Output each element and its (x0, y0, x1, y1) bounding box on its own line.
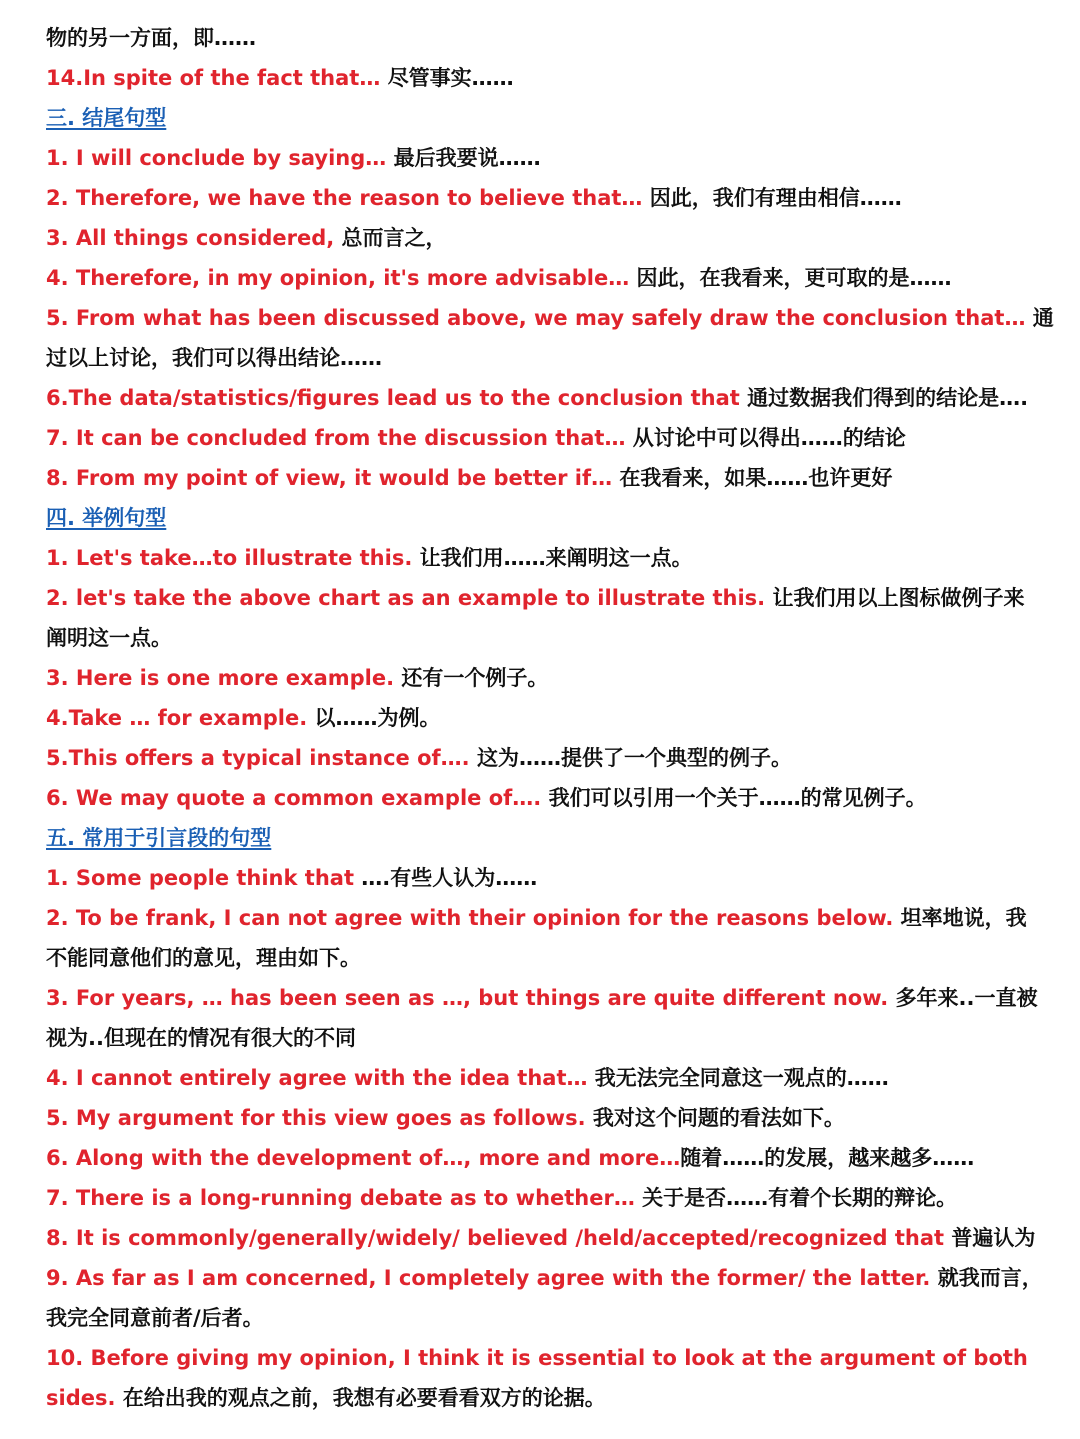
english-phrase: 4.Take … for example. (46, 706, 308, 730)
chinese-translation: 视为..但现在的情况有很大的不同 (46, 1026, 356, 1050)
phrase-line (46, 578, 1040, 618)
phrase-line (46, 938, 1040, 978)
phrase-line (46, 898, 1040, 938)
english-phrase: 1. I will conclude by saying… (46, 146, 387, 170)
phrase-line (46, 1138, 1040, 1178)
phrase-line (46, 418, 1040, 458)
phrase-line (46, 218, 1040, 258)
phrase-line (46, 978, 1040, 1018)
chinese-translation: 过以上讨论，我们可以得出结论…… (46, 346, 382, 370)
phrase-line (46, 1378, 1040, 1418)
phrase-line (46, 458, 1040, 498)
phrase-line (46, 698, 1040, 738)
phrase-line (46, 338, 1040, 378)
phrase-line (46, 1258, 1043, 1298)
section-heading-text: 三. 结尾句型 (46, 106, 167, 130)
chinese-translation: 我对这个问题的看法如下。 (585, 1106, 845, 1130)
phrase-line (46, 1018, 1040, 1058)
phrase-line (46, 1218, 1040, 1258)
chinese-translation: 就我而言， (930, 1266, 1043, 1290)
section-heading-text: 五. 常用于引言段的句型 (46, 826, 272, 850)
chinese-translation: ….有些人认为…… (354, 866, 538, 890)
phrase-line (46, 1178, 1040, 1218)
phrase-line (46, 298, 1054, 338)
english-phrase: 1. Some people think that (46, 866, 354, 890)
phrase-line (46, 658, 1040, 698)
english-phrase: 2. To be frank, I can not agree with their opinion for the reasons below. (46, 906, 894, 930)
phrase-line (46, 738, 1040, 778)
phrase-line (46, 178, 1040, 218)
chinese-translation: 我们可以引用一个关于……的常见例子。 (541, 786, 927, 810)
chinese-translation: 不能同意他们的意见，理由如下。 (46, 946, 361, 970)
section-heading (46, 498, 1040, 538)
section-heading-text: 四. 举例句型 (46, 506, 167, 530)
chinese-translation: 让我们用以上图标做例子来 (765, 586, 1025, 610)
phrase-line (46, 1098, 1040, 1138)
english-phrase: 9. As far as I am concerned, I completely agree with the former/ the latter. (46, 1266, 931, 1290)
chinese-translation: 以……为例。 (307, 706, 441, 730)
chinese-translation: 我无法完全同意这一观点的…… (587, 1066, 889, 1090)
chinese-translation: 因此，在我看来，更可取的是…… (629, 266, 952, 290)
english-phrase: 6. We may quote a common example of…. (46, 786, 542, 810)
phrase-line (46, 1058, 1040, 1098)
phrase-line (46, 138, 1040, 178)
chinese-translation: 从讨论中可以得出……的结论 (625, 426, 906, 450)
english-phrase: 4. I cannot entirely agree with the idea that… (46, 1066, 588, 1090)
phrase-line (46, 858, 1040, 898)
phrase-line (46, 378, 1040, 418)
english-phrase: 6.The data/statistics/figures lead us to the conclusion that (46, 386, 740, 410)
english-phrase: 3. All things considered, (46, 226, 335, 250)
chinese-translation: 普遍认为 (944, 1226, 1036, 1250)
chinese-translation: 坦率地说，我 (893, 906, 1027, 930)
phrase-line (46, 1338, 1040, 1378)
chinese-translation: 关于是否……有着个长期的辩论。 (634, 1186, 958, 1210)
english-phrase: 8. It is commonly/generally/widely/ believed /held/accepted/recognized that (46, 1226, 945, 1250)
english-phrase: sides. (46, 1386, 116, 1410)
chinese-translation: 多年来..一直被 (888, 986, 1038, 1010)
english-phrase: 7. There is a long-running debate as to whether… (46, 1186, 635, 1210)
section-heading (46, 818, 1040, 858)
chinese-translation: 还有一个例子。 (394, 666, 549, 690)
phrase-line (46, 1298, 1040, 1338)
section-heading (46, 98, 1040, 138)
chinese-translation: 尽管事实…… (380, 66, 514, 90)
chinese-translation: 这为……提供了一个典型的例子。 (469, 746, 792, 770)
english-phrase: 4. Therefore, in my opinion, it's more advisable… (46, 266, 630, 290)
phrase-line (46, 778, 1040, 818)
chinese-translation: 让我们用……来阐明这一点。 (412, 546, 693, 570)
english-phrase: 3. For years, … has been seen as …, but things are quite different now. (46, 986, 889, 1010)
phrase-line (46, 18, 1040, 58)
english-phrase: 2. let's take the above chart as an example to illustrate this. (46, 586, 766, 610)
phrase-line (46, 258, 1040, 298)
english-phrase: 8. From my point of view, it would be better if… (46, 466, 613, 490)
english-phrase: 5. My argument for this view goes as follows. (46, 1106, 586, 1130)
english-phrase: 10. Before giving my opinion, I think it is essential to look at the argument of both (46, 1346, 1028, 1370)
english-phrase: 5.This offers a typical instance of…. (46, 746, 470, 770)
chinese-translation: 物的另一方面，即…… (46, 26, 256, 50)
english-phrase: 7. It can be concluded from the discussion that… (46, 426, 626, 450)
chinese-translation: 通过数据我们得到的结论是…. (739, 386, 1029, 410)
chinese-translation: 总而言之， (334, 226, 447, 250)
chinese-translation: 阐明这一点。 (46, 626, 172, 650)
english-phrase: 1. Let's take…to illustrate this. (46, 546, 413, 570)
english-phrase: 14.In spite of the fact that… (46, 66, 381, 90)
english-phrase: 3. Here is one more example. (46, 666, 395, 690)
chinese-translation: 随着……的发展，越来越多…… (680, 1146, 975, 1170)
chinese-translation: 我完全同意前者/后者。 (46, 1306, 264, 1330)
chinese-translation: 因此，我们有理由相信…… (642, 186, 902, 210)
phrase-line (46, 58, 1040, 98)
phrase-line (46, 538, 1040, 578)
english-phrase: 6. Along with the development of…, more and more… (46, 1146, 681, 1170)
chinese-translation: 最后我要说…… (386, 146, 541, 170)
english-phrase: 2. Therefore, we have the reason to believe that… (46, 186, 643, 210)
phrase-line (46, 618, 1040, 658)
english-phrase: 5. From what has been discussed above, we may safely draw the conclusion that… (46, 306, 1026, 330)
chinese-translation: 在给出我的观点之前，我想有必要看看双方的论据。 (115, 1386, 606, 1410)
chinese-translation: 通 (1025, 306, 1054, 330)
chinese-translation: 在我看来，如果……也许更好 (612, 466, 893, 490)
